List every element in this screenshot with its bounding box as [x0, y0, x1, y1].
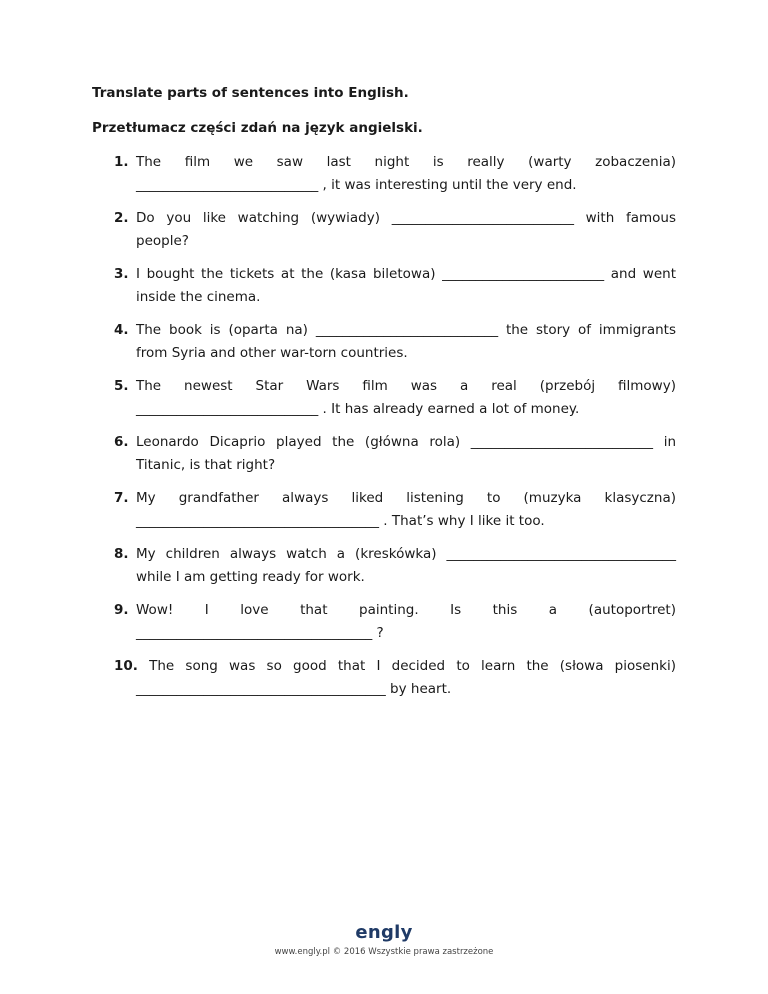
item-number: 7.	[114, 490, 129, 506]
item-number: 9.	[114, 602, 129, 618]
item-text: My children always watch a (kreskówka) __________________________________ while I am getting ready for work.	[136, 546, 676, 585]
item-number: 3.	[114, 266, 129, 282]
item-text: Leonardo Dicaprio played the (główna rola) ___________________________ in Titanic, is that right?	[136, 434, 676, 473]
exercise-list	[92, 151, 676, 711]
copyright-text: www.engly.pl © 2016 Wszystkie prawa zastrzeżone	[274, 947, 494, 957]
item-number: 1.	[114, 154, 129, 170]
exercise-item-2	[92, 207, 676, 253]
item-text: The newest Star Wars film was a real (przebój filmowy) ___________________________ . It has already earned a lot of money.	[136, 378, 676, 417]
item-text: Do you like watching (wywiady) ___________________________ with famous people?	[136, 210, 676, 249]
exercise-item-3	[92, 263, 676, 309]
exercise-item-7	[92, 487, 676, 533]
item-number: 10.	[114, 658, 138, 674]
item-number: 5.	[114, 378, 129, 394]
item-text: The song was so good that I decided to learn the (słowa piosenki) _____________________________________ by heart.	[136, 658, 676, 697]
brand-logo: engly	[355, 922, 413, 943]
instruction-english: Translate parts of sentences into English.	[92, 85, 409, 101]
exercise-item-4	[92, 319, 676, 365]
item-text: My grandfather always liked listening to (muzyka klasyczna) ____________________________________ . That’s why I like it too.	[136, 490, 676, 529]
exercise-item-9	[92, 599, 676, 645]
exercise-item-5	[92, 375, 676, 421]
item-number: 6.	[114, 434, 129, 450]
exercise-item-6	[92, 431, 676, 477]
item-text: The film we saw last night is really (warty zobaczenia) ___________________________ , it was interesting until the very end.	[136, 154, 676, 193]
exercise-item-8	[92, 543, 676, 589]
exercise-item-10	[92, 655, 676, 701]
item-text: Wow! I love that painting. Is this a (autoportret) ___________________________________ ?	[136, 602, 676, 641]
item-text: I bought the tickets at the (kasa biletowa) ________________________ and went inside the cinema.	[136, 266, 676, 305]
item-number: 4.	[114, 322, 129, 338]
item-number: 2.	[114, 210, 129, 226]
exercise-item-1	[92, 151, 676, 197]
item-number: 8.	[114, 546, 129, 562]
instruction-polish: Przetłumacz części zdań na język angielski.	[92, 120, 423, 136]
item-text: The book is (oparta na) ___________________________ the story of immigrants from Syria and other war-torn countries.	[136, 322, 676, 361]
